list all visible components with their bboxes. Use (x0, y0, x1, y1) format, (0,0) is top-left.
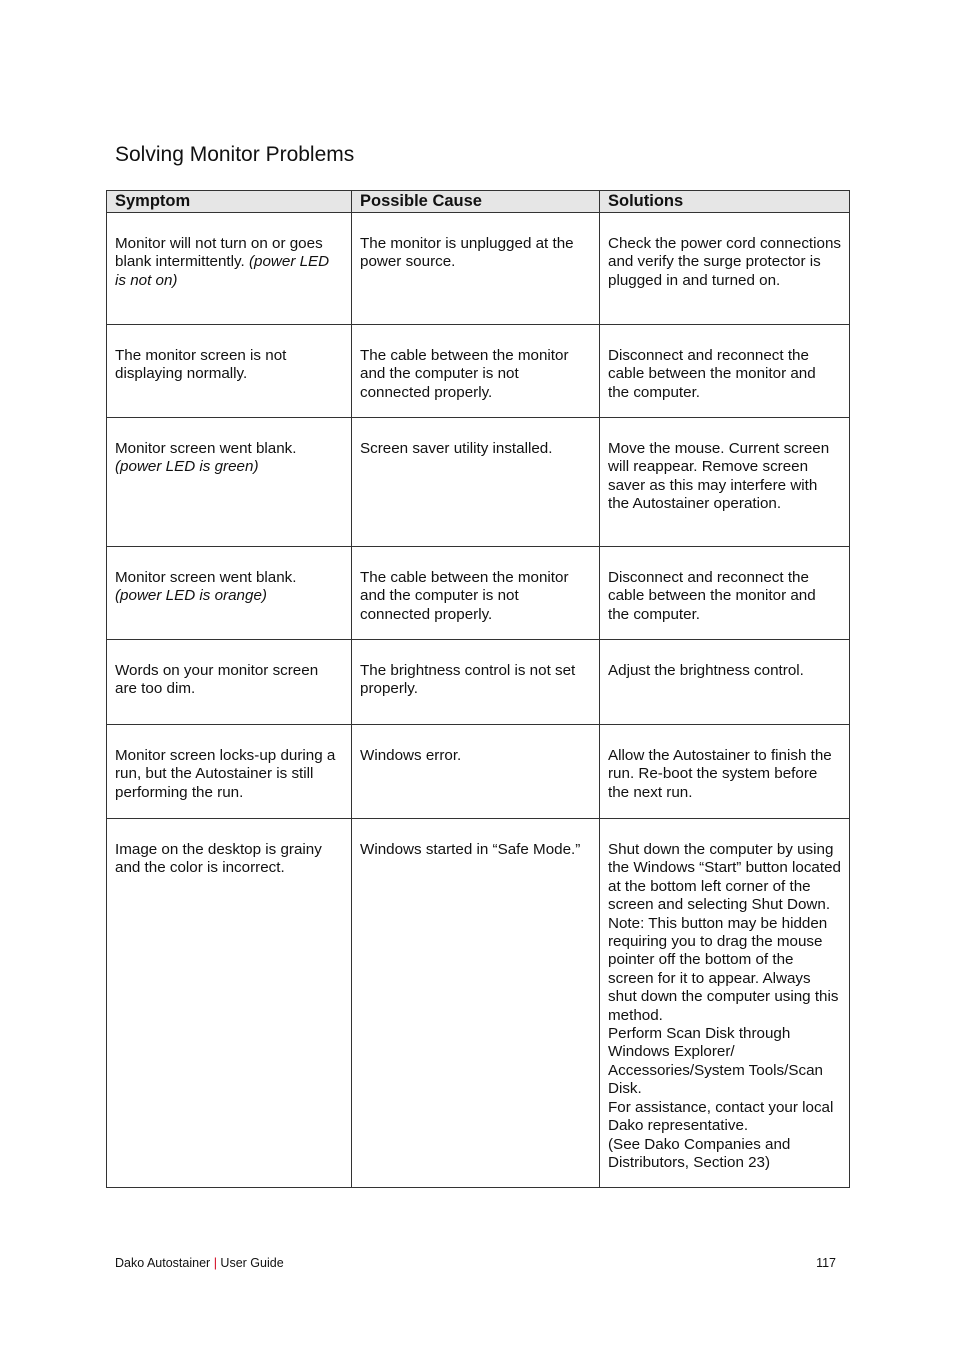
symptom-cell: Image on the desktop is grainy and the color is incorrect. (107, 819, 352, 1188)
footer-page-number: 117 (816, 1256, 836, 1270)
footer-doc: User Guide (220, 1256, 284, 1270)
cause-cell: The brightness control is not set properly. (352, 640, 600, 725)
solution-cell: Adjust the brightness control. (600, 640, 850, 725)
symptom-text: Monitor screen went blank. (115, 440, 297, 457)
cause-cell: Screen saver utility installed. (352, 418, 600, 547)
table-header-row (107, 191, 850, 213)
symptom-note: (power LED is green) (115, 458, 259, 476)
footer-product: Dako Autostainer (115, 1256, 211, 1270)
header-possible-cause: Possible Cause (352, 191, 600, 213)
cause-cell: Windows started in “Safe Mode.” (352, 819, 600, 1188)
symptom-note: (power LED is not on) (115, 253, 330, 289)
cause-cell: Windows error. (352, 725, 600, 819)
header-solutions: Solutions (600, 191, 850, 213)
solution-text: Shut down the computer by using the Windows “Start” button located at the bottom left corner of the screen and selecting Shut Down. Note: This button may be hidden requiring you to drag the mouse pointer off the bottom of the screen for it to appear. Always shut down the computer using this method. (608, 841, 841, 1024)
footer-doc-title (115, 1256, 284, 1270)
solution-cell (600, 819, 850, 1188)
cause-cell: The monitor is unplugged at the power source. (352, 213, 600, 325)
solution-cell: Disconnect and reconnect the cable between the monitor and the computer. (600, 547, 850, 640)
table-row (107, 325, 850, 418)
table-row (107, 213, 850, 325)
symptom-cell: Monitor screen locks-up during a run, but the Autostainer is still performing the run. (107, 725, 352, 819)
symptom-text: Monitor will not turn on or goes blank intermittently. (115, 235, 323, 271)
table-row (107, 725, 850, 819)
troubleshooting-table (106, 190, 850, 1188)
solution-cell: Disconnect and reconnect the cable between the monitor and the computer. (600, 325, 850, 418)
solution-cell: Move the mouse. Current screen will reappear. Remove screen saver as this may interfere with the Autostainer operation. (600, 418, 850, 547)
symptom-cell (107, 547, 352, 640)
table-row (107, 819, 850, 1188)
symptom-cell (107, 418, 352, 547)
solution-cell: Check the power cord connections and verify the surge protector is plugged in and turned on. (600, 213, 850, 325)
solution-text: (See Dako Companies and Distributors, Section 23) (608, 1135, 791, 1171)
symptom-cell: The monitor screen is not displaying normally. (107, 325, 352, 418)
symptom-note: (power LED is orange) (115, 587, 267, 605)
header-symptom: Symptom (107, 191, 352, 213)
solution-text: For assistance, contact your local Dako representative. (608, 1098, 834, 1135)
table-row (107, 640, 850, 725)
cause-cell: The cable between the monitor and the computer is not connected properly. (352, 325, 600, 418)
table-row (107, 547, 850, 640)
symptom-text: Monitor screen went blank. (115, 569, 297, 586)
table-row (107, 418, 850, 547)
solution-text: Perform Scan Disk through Windows Explorer/ Accessories/System Tools/Scan Disk. (608, 1025, 823, 1098)
solution-cell: Allow the Autostainer to finish the run. Re-boot the system before the next run. (600, 725, 850, 819)
cause-cell: The cable between the monitor and the computer is not connected properly. (352, 547, 600, 640)
footer-separator: | (213, 1256, 217, 1270)
symptom-cell (107, 213, 352, 325)
symptom-cell: Words on your monitor screen are too dim. (107, 640, 352, 725)
page-title: Solving Monitor Problems (115, 143, 355, 166)
